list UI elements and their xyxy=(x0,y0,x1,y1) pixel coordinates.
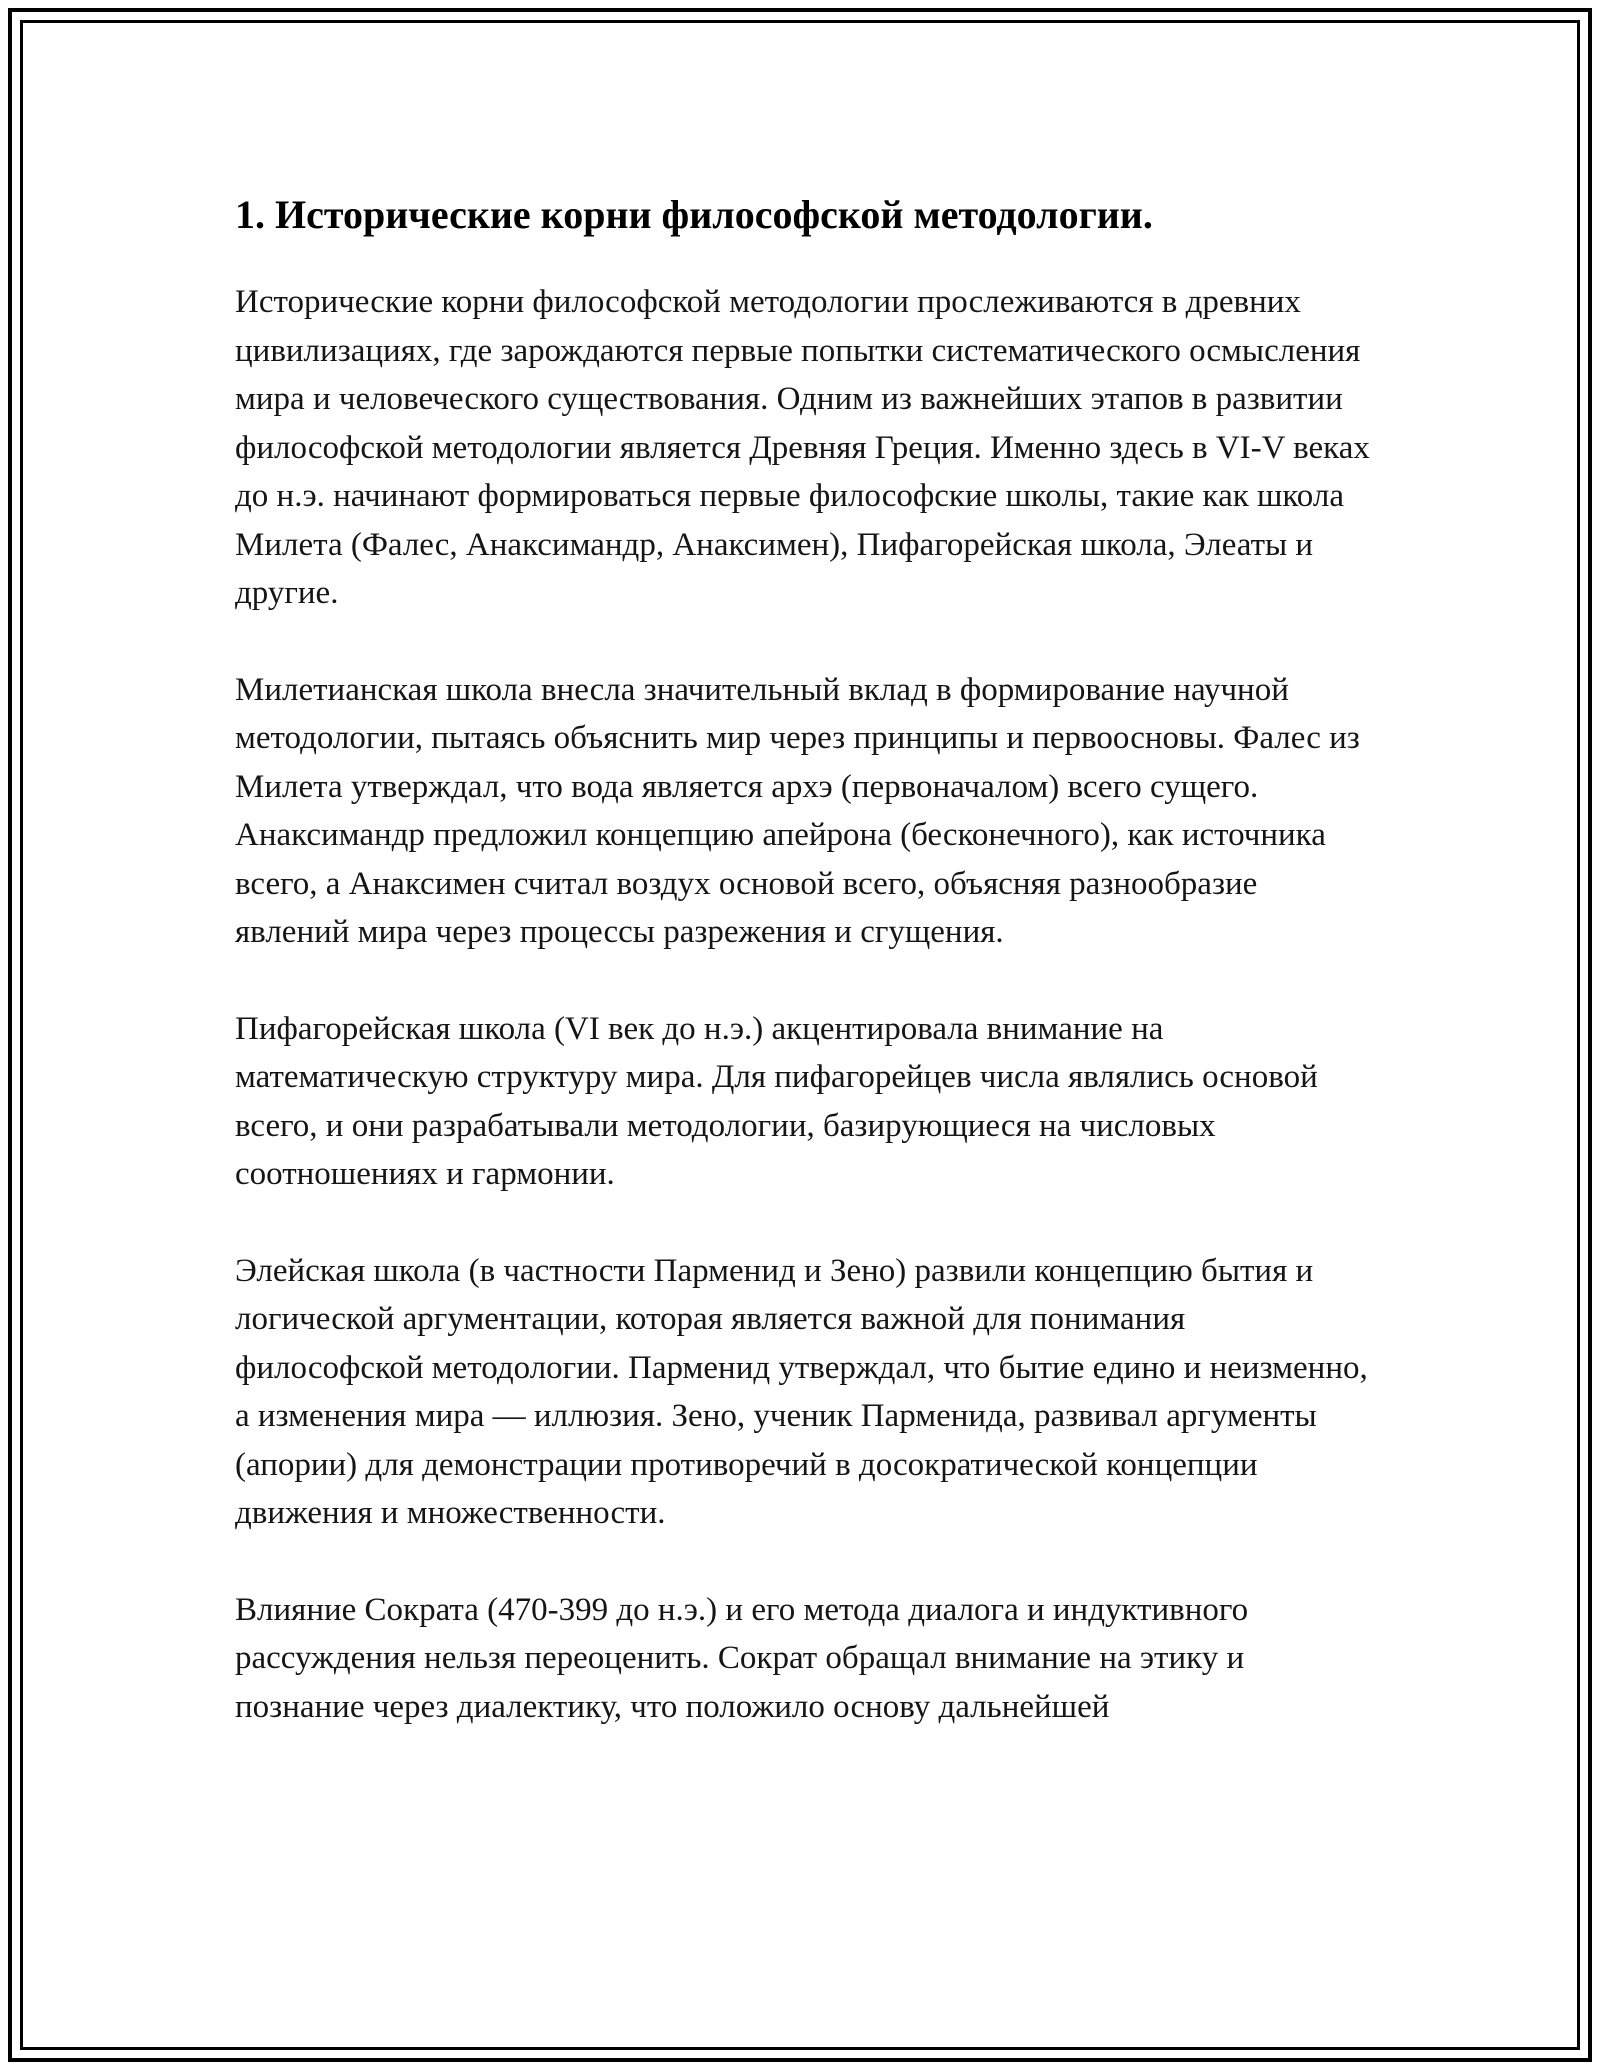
paragraph-historical-roots: Исторические корни философской методологии прослеживаются в древних цивилизациях, где зарождаются первые попытки систематического осмысления мира и человеческого существования. Одним из важнейших этапов в развитии философской методологии является Древняя Греция. Именно здесь в VI-V веках до н.э. начинают формироваться первые философские школы, такие как школа Милета (Фалес, Анаксимандр, Анаксимен), Пифагорейская школа, Элеаты и другие. xyxy=(235,284,1370,611)
paragraph-miletian-school: Милетианская школа внесла значительный вклад в формирование научной методологии, пытаясь объяснить мир через принципы и первоосновы. Фалес из Милета утверждал, что вода является архэ (первоначалом) всего сущего. Анаксимандр предложил концепцию апейрона (бесконечного), как источника всего, а Анаксимен считал воздух основой всего, объясняя разнообразие явлений мира через процессы разрежения и сгущения. xyxy=(235,671,1360,950)
document-body xyxy=(235,182,1375,1779)
paragraph-eleatic-school: Элейская школа (в частности Парменид и Зено) развили концепцию бытия и логической аргументации, которая является важной для понимания философской методологии. Парменид утверждал, что бытие едино и неизменно, а изменения мира — иллюзия. Зено, ученик Парменида, развивал аргументы (апории) для демонстрации противоречий в досократической концепции движения и множественности. xyxy=(235,1252,1368,1531)
paragraph-socrates-influence: Влияние Сократа (470-399 до н.э.) и его метода диалога и индуктивного рассуждения нельзя переоценить. Сократ обращал внимание на этику и познание через диалектику, что положило основу дальнейшей xyxy=(235,1591,1249,1725)
paragraph-pythagorean-school: Пифагорейская школа (VI век до н.э.) акцентировала внимание на математическую структуру мира. Для пифагорейцев числа являлись основой всего, и они разрабатывали методологии, базирующиеся на числовых соотношениях и гармонии. xyxy=(235,1010,1318,1192)
page-title: 1. Исторические корни философской методологии. xyxy=(235,192,1153,237)
